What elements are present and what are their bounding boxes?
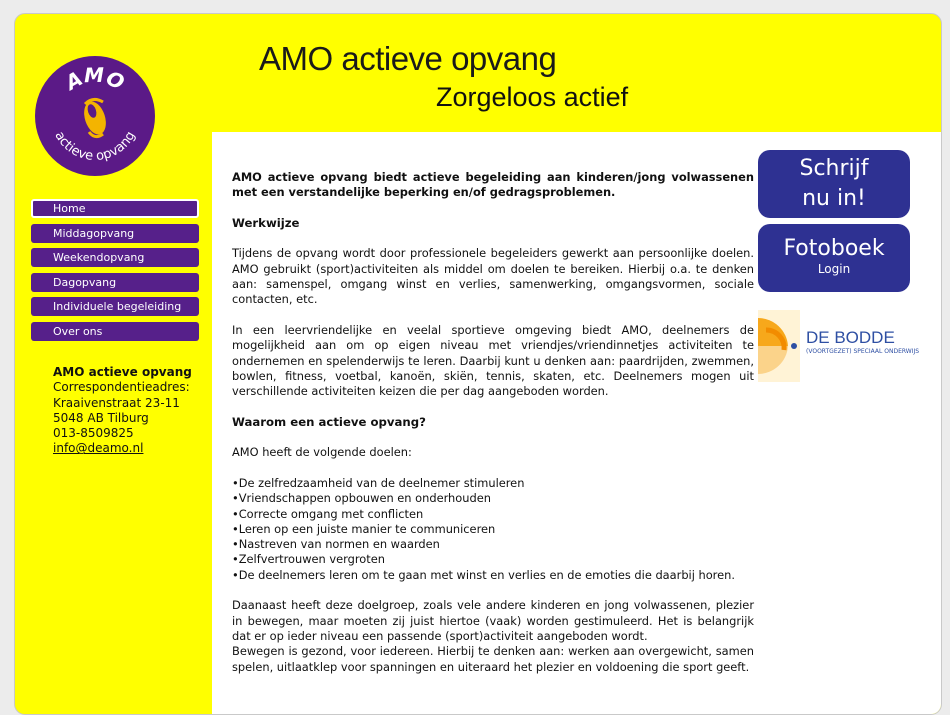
logo-figure-icon xyxy=(80,99,110,138)
main-nav xyxy=(31,199,199,347)
de-bodde-logo[interactable] xyxy=(758,310,923,382)
article-paragraph: AMO heeft de volgende doelen: xyxy=(232,445,412,460)
list-item: • Vriendschappen opbouwen en onderhouden xyxy=(232,491,754,506)
list-item: • Leren op een juiste manier te communiceren xyxy=(232,522,754,537)
heading-werkwijze: Werkwijze xyxy=(232,215,300,230)
contact-street: Kraaivenstraat 23-11 xyxy=(53,395,180,410)
photobook-login: Login xyxy=(817,262,851,276)
contact-label: Correspondentieadres: xyxy=(53,380,190,395)
nav-item-home[interactable]: Home xyxy=(31,199,199,218)
contact-city: 5048 AB Tilburg xyxy=(53,410,149,425)
goals-list xyxy=(232,476,754,583)
photobook-button[interactable] xyxy=(758,224,910,292)
photobook-title: Fotoboek xyxy=(783,236,885,261)
contact-org: AMO actieve opvang xyxy=(53,365,192,379)
logo-bottom-text: actieve opvang xyxy=(51,128,139,165)
site-title: AMO actieve opvang xyxy=(259,40,557,77)
list-item: • Correcte omgang met conflicten xyxy=(232,507,754,522)
list-item: • Nastreven van normen en waarden xyxy=(232,537,754,552)
nav-item-dagopvang[interactable]: Dagopvang xyxy=(31,273,199,292)
nav-item-middagopvang[interactable]: Middagopvang xyxy=(31,224,199,243)
bodde-subtitle: (VOORTGEZET) SPECIAAL ONDERWIJS xyxy=(806,348,920,355)
logo-top-text: AMO xyxy=(61,62,129,95)
article-paragraph: In een leervriendelijke en veelal sportieve omgeving biedt AMO, deelnemers de mogelijkheid aan om op eigen niveau met vriendjes/vriendinnetjes activiteiten te ondernemen en spelenderwijs te leren. Daarbij kunt u denken aan: paardrijden, zwemmen, bowlen, fitness, voetbal, kanoën, skiën, tennis, skaten, etc. Deelnemers mogen uit verschillende activiteiten keizen die per dag aangeboden worden. xyxy=(232,322,754,399)
main-content xyxy=(212,132,941,715)
list-item: • Zelfvertrouwen vergroten xyxy=(232,552,754,567)
svg-text:AMO xyxy=(60,63,129,96)
amo-logo[interactable] xyxy=(35,56,155,176)
nav-item-weekendopvang[interactable]: Weekendopvang xyxy=(31,248,199,267)
svg-text:actieve opvang xyxy=(51,129,138,164)
nav-item-individuele-begeleiding[interactable]: Individuele begeleiding xyxy=(31,297,199,316)
contact-email-link[interactable]: info@deamo.nl xyxy=(53,441,144,456)
nav-item-over-ons[interactable]: Over ons xyxy=(31,322,199,341)
list-item: • De deelnemers leren om te gaan met winst en verlies en de emoties die daarbij horen. xyxy=(232,568,754,583)
article xyxy=(232,170,754,690)
heading-waarom: Waarom een actieve opvang? xyxy=(232,414,426,429)
page-frame xyxy=(14,13,942,715)
bodde-name: DE BODDE xyxy=(806,328,895,347)
signup-line-1: Schrijf xyxy=(799,156,869,181)
article-paragraph: Tijdens de opvang wordt door professionele begeleiders gewerkt aan persoonlijke doelen. AMO gebruikt (sport)activiteiten als middel om doelen te bereiken. Hierbij o.a. te denken aan: samenspel, omgang winst en verlies, samenwerking, omgangsvormen, sociale contacten, etc. xyxy=(232,246,754,307)
site-tagline: Zorgeloos actief xyxy=(436,82,629,112)
article-intro: AMO actieve opvang biedt actieve begeleiding aan kinderen/jong volwassenen met een verstandelijke beperking en/of gedragsproblemen. xyxy=(232,170,754,200)
article-paragraph: Daanaast heeft deze doelgroep, zoals vele andere kinderen en jong volwassenen, plezier in bewegen, maar moeten zij juist hiertoe (vaak) worden gestimuleerd. Het is belangrijk dat er op ieder niveau een passende (sport)activiteit aangeboden wordt. xyxy=(232,598,754,643)
list-item: • De zelfredzaamheid van de deelnemer stimuleren xyxy=(232,476,754,491)
amo-logo-graphic xyxy=(35,56,155,176)
signup-line-2: nu in! xyxy=(802,186,866,211)
contact-phone: 013-8509825 xyxy=(53,426,134,441)
signup-button[interactable] xyxy=(758,150,910,218)
contact-block xyxy=(53,365,192,457)
article-paragraph: Bewegen is gezond, voor iedereen. Hierbij te denken aan: werken aan overgewicht, samen spelen, uitlaatklep voor spanningen en uiteraard het plezier en voldoening die sport geeft. xyxy=(232,644,754,674)
